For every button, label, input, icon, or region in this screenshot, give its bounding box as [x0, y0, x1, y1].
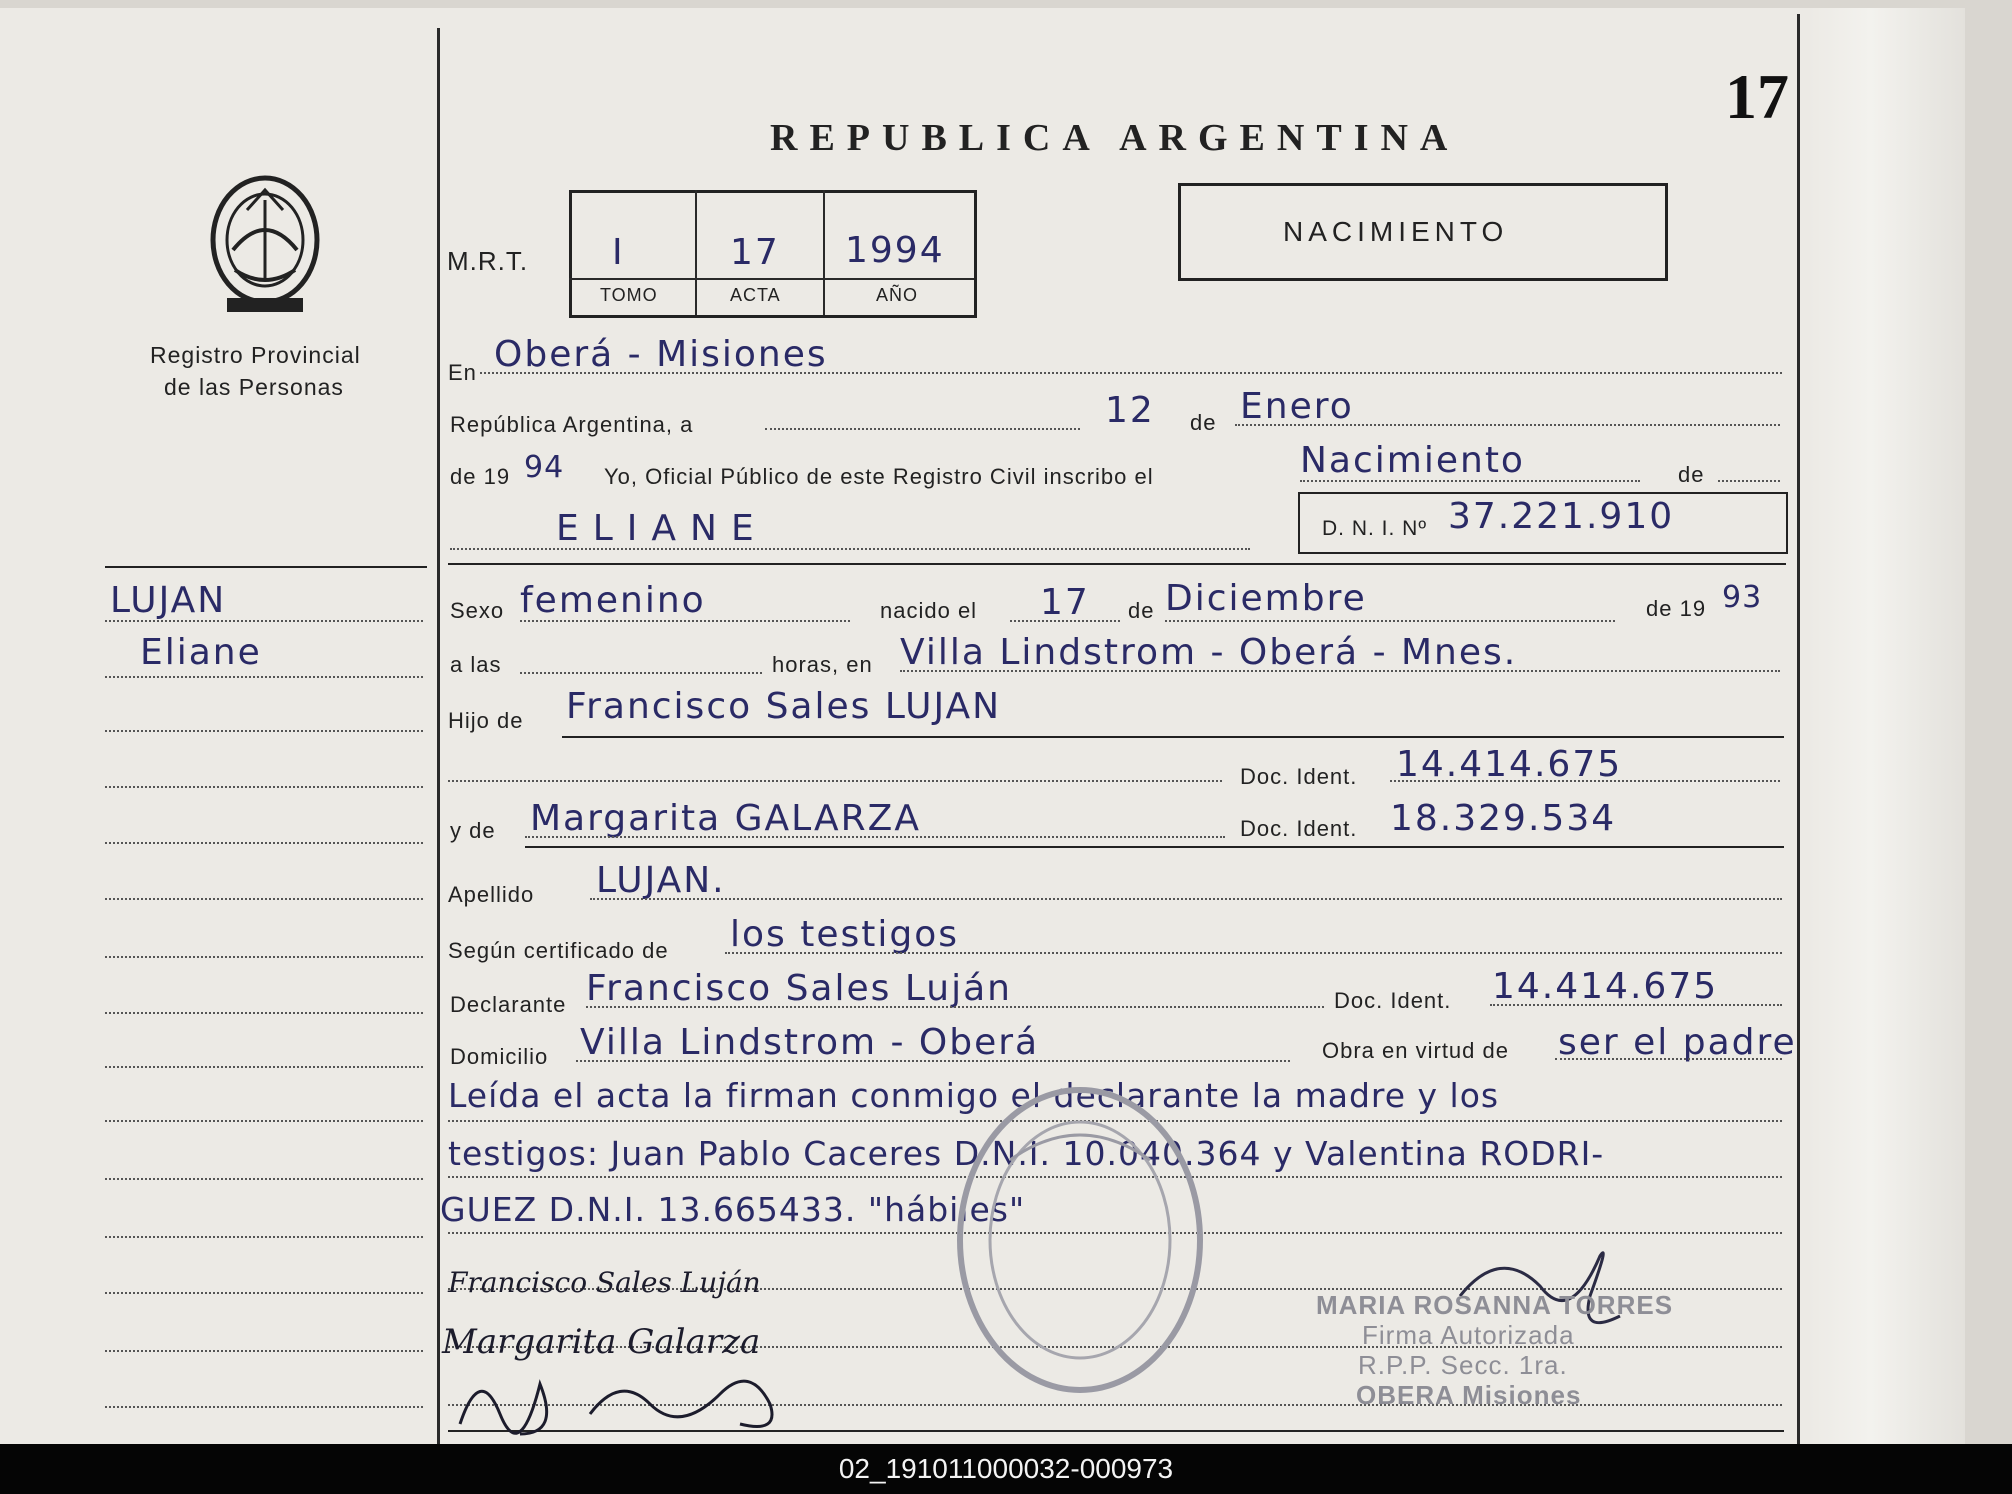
place-line — [480, 372, 1782, 374]
margin-line — [105, 1350, 423, 1352]
oficial-text: Yo, Oficial Público de este Registro Civil inscribo el — [604, 464, 1154, 489]
birth-year-suffix: 93 — [1722, 580, 1763, 615]
en-label: En — [448, 360, 477, 385]
horas-label: horas, en — [772, 652, 873, 677]
stamp-line-4: OBERA Misiones — [1356, 1380, 1582, 1410]
section-rule — [448, 563, 1786, 565]
margin-line — [105, 1066, 423, 1068]
year-suffix: 94 — [524, 450, 565, 485]
mrt-divider-1 — [695, 190, 697, 315]
father-doc-line — [1390, 780, 1780, 782]
page-number: 17 — [1725, 61, 1789, 132]
de-label-2: de — [1678, 462, 1705, 487]
doc-ident-label-3: Doc. Ident. — [1334, 988, 1452, 1013]
place-value: Oberá - Misiones — [494, 334, 828, 375]
stamp-name: MARIA ROSANNA TORRES — [1316, 1290, 1674, 1320]
obra-value: ser el padre — [1558, 1022, 1797, 1063]
signature-2: Margarita Galarza — [442, 1322, 761, 1362]
declarante-label: Declarante — [450, 992, 567, 1017]
republica-line — [765, 428, 1080, 430]
obra-label: Obra en virtud de — [1322, 1038, 1509, 1063]
sexo-line — [520, 620, 850, 622]
child-name: ELIANE — [556, 508, 768, 549]
ano-value: 1994 — [845, 230, 945, 271]
a-las-line — [520, 672, 762, 674]
margin-line — [105, 620, 423, 622]
stamp-line-3: R.P.P. Secc. 1ra. — [1358, 1350, 1568, 1380]
de19-label: de 19 — [1646, 596, 1707, 621]
stamp-line-2: Firma Autorizada — [1362, 1320, 1575, 1350]
segun-value: los testigos — [730, 914, 959, 955]
signature-scribble-icon — [450, 1354, 810, 1444]
note-line-1: Leída el acta la firman conmigo el declarante la madre y los — [448, 1076, 1500, 1115]
day-value: 12 — [1105, 390, 1155, 431]
declarante-line — [586, 1006, 1324, 1008]
margin-top-rule — [105, 566, 427, 568]
left-column-rule — [437, 28, 440, 1444]
sexo-label: Sexo — [450, 598, 505, 623]
father-name: Francisco Sales LUJAN — [566, 686, 1001, 727]
image-id: 02_191011000032-000973 — [838, 1453, 1174, 1484]
right-border-rule — [1797, 14, 1800, 1444]
father-dots — [448, 780, 1222, 782]
domicilio-value: Villa Lindstrom - Oberá — [580, 1022, 1040, 1063]
birth-month: Diciembre — [1165, 578, 1367, 619]
acta-value: 17 — [730, 232, 780, 273]
birth-place: Villa Lindstrom - Oberá - Mnes. — [900, 632, 1518, 673]
tomo-value: I — [612, 232, 625, 273]
margin-line — [105, 1236, 423, 1238]
doc-ident-label: Doc. Ident. — [1240, 764, 1358, 789]
apellido-line — [590, 898, 1782, 900]
nacido-label: nacido el — [880, 598, 978, 623]
margin-line — [105, 1012, 423, 1014]
de-label: de — [1190, 410, 1217, 435]
margin-line — [105, 842, 423, 844]
birth-place-line — [900, 670, 1780, 672]
birth-day: 17 — [1040, 582, 1090, 623]
apellido-label: Apellido — [448, 882, 535, 907]
month-line — [1235, 424, 1780, 426]
note-line-3: GUEZ D.N.I. 13.665433. "hábiles" — [440, 1190, 1026, 1229]
record-type-label: NACIMIENTO — [1283, 216, 1509, 247]
signature-1: Francisco Sales Luján — [448, 1266, 761, 1299]
y-de-label: y de — [450, 818, 496, 843]
mother-doc: 18.329.534 — [1390, 798, 1617, 839]
margin-line — [105, 1406, 423, 1408]
a-las-label: a las — [450, 652, 502, 677]
declarante-doc-line — [1490, 1004, 1782, 1006]
birth-month-line — [1165, 620, 1615, 622]
margin-line — [105, 1178, 423, 1180]
dni-label: D. N. I. Nº — [1322, 517, 1428, 540]
doc-ident-label-2: Doc. Ident. — [1240, 816, 1358, 841]
margin-line — [105, 786, 423, 788]
margin-line — [105, 1292, 423, 1294]
inscription-type: Nacimiento — [1300, 440, 1525, 481]
registry-name-line2: de las Personas — [164, 374, 344, 400]
dni-value: 37.221.910 — [1448, 496, 1675, 537]
inscription-line — [1300, 480, 1640, 482]
child-name-line — [450, 548, 1250, 550]
month-value: Enero — [1240, 386, 1354, 427]
mother-name: Margarita GALARZA — [530, 798, 921, 839]
republica-label: República Argentina, a — [450, 412, 694, 437]
segun-label: Según certificado de — [448, 938, 669, 963]
seal-emblem-icon — [205, 170, 325, 320]
signature-scribble — [450, 1354, 810, 1444]
mrt-divider-2 — [823, 190, 825, 315]
mother-line — [525, 836, 1225, 838]
father-doc: 14.414.675 — [1396, 744, 1623, 785]
year-prefix: de 19 — [450, 464, 511, 489]
de-line — [1718, 480, 1780, 482]
mother-rule — [525, 846, 1784, 848]
margin-line — [105, 956, 423, 958]
registry-name-line1: Registro Provincial — [150, 342, 361, 368]
de-label-3: de — [1128, 598, 1155, 623]
margin-line — [105, 898, 423, 900]
obra-line — [1555, 1058, 1782, 1060]
hijo-label: Hijo de — [448, 708, 524, 733]
birth-day-line — [1010, 620, 1120, 622]
domicilio-line — [576, 1060, 1290, 1062]
margin-line — [105, 676, 423, 678]
margin-given-name: Eliane — [140, 632, 262, 673]
margin-line — [105, 730, 423, 732]
provincial-seal — [205, 170, 325, 320]
margin-surname: LUJAN — [110, 580, 227, 621]
official-round-stamp — [950, 1080, 1210, 1400]
segun-line — [725, 952, 1782, 954]
margin-line — [105, 1120, 423, 1122]
country-title: REPUBLICA ARGENTINA — [770, 117, 1460, 159]
acta-label: ACTA — [730, 285, 781, 305]
note-line-2: testigos: Juan Pablo Caceres D.N.I. 10.040.364 y Valentina RODRI- — [448, 1134, 1605, 1173]
mrt-label: M.R.T. — [447, 246, 529, 276]
tomo-label: TOMO — [600, 285, 658, 305]
page-edge-shadow — [1808, 8, 1965, 1444]
ano-label: AÑO — [876, 285, 919, 305]
image-id-bar — [0, 1444, 2012, 1494]
sexo-value: femenino — [520, 580, 706, 621]
round-stamp-icon — [950, 1080, 1210, 1400]
father-rule — [562, 736, 1784, 738]
declarante-doc: 14.414.675 — [1492, 966, 1719, 1007]
domicilio-label: Domicilio — [450, 1044, 549, 1069]
declarante-value: Francisco Sales Luján — [586, 968, 1012, 1009]
apellido-value: LUJAN. — [596, 860, 726, 901]
mrt-hdivider — [569, 278, 974, 280]
